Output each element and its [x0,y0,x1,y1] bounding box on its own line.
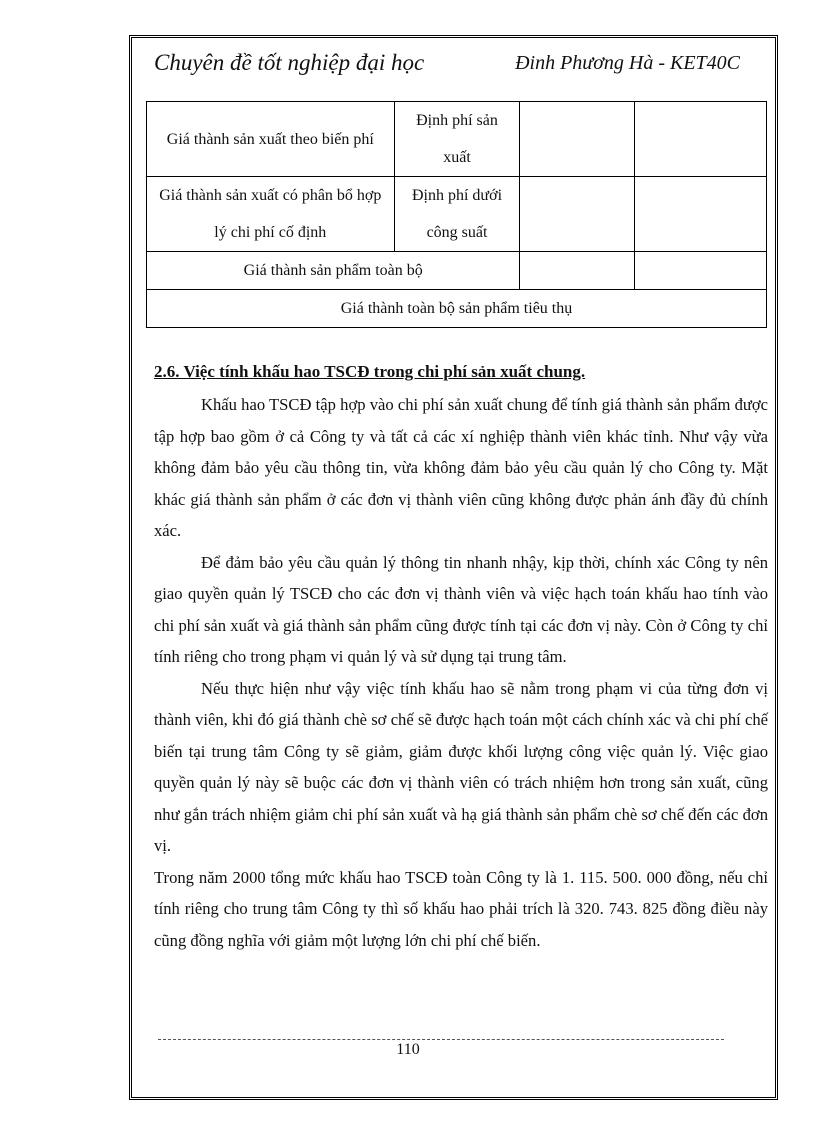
table-cell-empty [635,252,767,290]
table-cell-empty [635,177,767,252]
table-row [147,290,767,328]
document-title: Chuyên đề tốt nghiệp đại học [154,50,425,75]
cost-table [146,101,767,328]
section-body [154,389,768,956]
table-cell-empty [520,252,635,290]
table-row [147,252,767,290]
paragraph: Trong năm 2000 tổng mức khấu hao TSCĐ toàn Công ty là 1. 115. 500. 000 đồng, nếu chỉ tính riêng cho trung tâm Công ty thì số khấu hao phải trích là 320. 743. 825 đồng điều này cũng đồng nghĩa với giảm một lượng lớn chi phí chế biến. [154,867,768,950]
author-line: Đinh Phương Hà - KET40C [515,52,740,74]
table-cell: Giá thành sản xuất có phân bổ hợp lý chi phí cố định [147,177,395,252]
section-heading: 2.6. Việc tính khấu hao TSCĐ trong chi phí sản xuất chung. [154,362,586,381]
table-cell-empty [520,177,635,252]
table-row [147,177,767,252]
table-cell: Giá thành sản xuất theo biến phí [147,102,395,177]
page-number: 110 [396,1041,420,1058]
table-cell: Định phí dưới công suất [394,177,520,252]
page-header [154,50,740,86]
table-cell: Định phí sản xuất [394,102,520,177]
table-cell-full: Giá thành toàn bộ sản phẩm tiêu thụ [147,290,767,328]
paragraph: Khấu hao TSCĐ tập hợp vào chi phí sản xuất chung để tính giá thành sản phẩm được tập hợp bao gồm ở cả Công ty và tất cả các xí nghiệp thành viên khác tỉnh. Như vậy vừa không đảm bảo yêu cầu thông tin, vừa không đảm bảo yêu cầu quản lý cho Công ty. Mặt khác giá thành sản phẩm ở các đơn vị thành viên cũng không được phản ánh đầy đủ chính xác. [154,395,768,540]
table-cell-empty [635,102,767,177]
footer-divider [158,1039,724,1040]
paragraph: Để đảm bảo yêu cầu quản lý thông tin nhanh nhậy, kịp thời, chính xác Công ty nên giao quyền quản lý TSCĐ cho các đơn vị thành viên và việc hạch toán khấu hao tính vào chi phí sản xuất và giá thành sản phẩm cũng được tính tại các đơn vị này. Còn ở Công ty chỉ tính riêng cho trong phạm vi quản lý và sử dụng tại trung tâm. [154,552,768,666]
table-cell-merged: Giá thành sản phẩm toàn bộ [147,252,520,290]
paragraph: Nếu thực hiện như vậy việc tính khấu hao sẽ nằm trong phạm vi của từng đơn vị thành viên, khi đó giá thành chè sơ chế sẽ được hạch toán một cách chính xác và chi phí chế biến tại trung tâm Công ty sẽ giảm, giảm được khối lượng công việc quản lý. Việc giao quyền quản lý này sẽ buộc các đơn vị thành viên có trách nhiệm hơn trong sản xuất, cũng như gắn trách nhiệm giảm chi phí sản xuất và hạ giá thành sản phẩm chè sơ chế đến các đơn vị. [154,678,768,855]
table-cell-empty [520,102,635,177]
table-row [147,102,767,177]
